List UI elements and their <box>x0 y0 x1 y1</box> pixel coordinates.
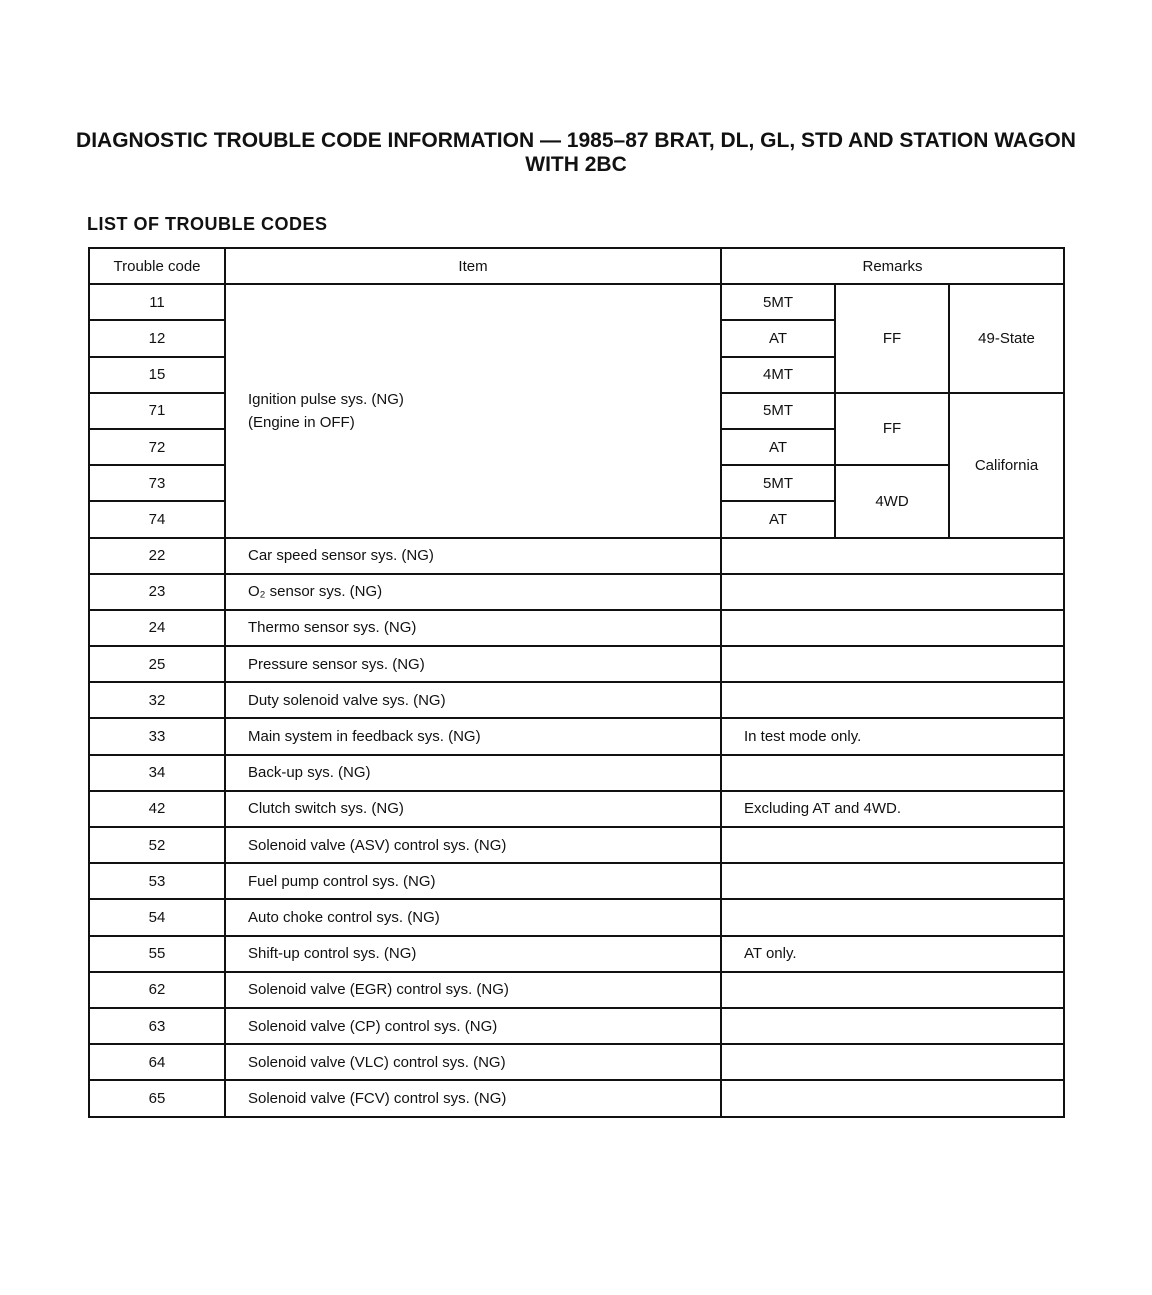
table-row <box>89 1044 1064 1080</box>
code-cell: 71 <box>89 393 225 429</box>
trouble-code-table <box>88 247 1065 1118</box>
remarks-cell <box>721 899 1064 935</box>
item-cell: Solenoid valve (ASV) control sys. (NG) <box>225 827 721 863</box>
transmission-cell: 4MT <box>721 357 835 393</box>
code-cell: 64 <box>89 1044 225 1080</box>
remarks-cell <box>721 646 1064 682</box>
item-cell: Pressure sensor sys. (NG) <box>225 646 721 682</box>
remarks-cell <box>721 755 1064 791</box>
remarks-cell <box>721 574 1064 610</box>
item-cell: Solenoid valve (EGR) control sys. (NG) <box>225 972 721 1008</box>
code-cell: 55 <box>89 936 225 972</box>
remarks-cell <box>721 972 1064 1008</box>
transmission-cell: 5MT <box>721 284 835 320</box>
item-text: (Engine in OFF) <box>248 413 355 431</box>
table-row <box>89 863 1064 899</box>
code-cell: 63 <box>89 1008 225 1044</box>
remarks-cell <box>721 682 1064 718</box>
code-cell: 52 <box>89 827 225 863</box>
code-cell: 15 <box>89 357 225 393</box>
drive-cell: FF <box>835 284 949 393</box>
remarks-cell <box>721 827 1064 863</box>
transmission-cell: AT <box>721 501 835 537</box>
remarks-cell <box>721 863 1064 899</box>
drive-cell: FF <box>835 393 949 465</box>
page-title: DIAGNOSTIC TROUBLE CODE INFORMATION — 1985–87 BRAT, DL, GL, STD AND STATION WAGON <box>76 129 1076 152</box>
remarks-cell: In test mode only. <box>721 718 1064 754</box>
remarks-cell: AT only. <box>721 936 1064 972</box>
code-cell: 65 <box>89 1080 225 1116</box>
section-heading: LIST OF TROUBLE CODES <box>87 214 328 234</box>
code-cell: 25 <box>89 646 225 682</box>
table-row <box>89 1008 1064 1044</box>
remarks-cell <box>721 1008 1064 1044</box>
code-cell: 23 <box>89 574 225 610</box>
header-item: Item <box>225 248 721 284</box>
remarks-cell <box>721 1044 1064 1080</box>
item-cell: Fuel pump control sys. (NG) <box>225 863 721 899</box>
item-cell: Auto choke control sys. (NG) <box>225 899 721 935</box>
table-row <box>89 682 1064 718</box>
item-cell: Solenoid valve (FCV) control sys. (NG) <box>225 1080 721 1116</box>
table-row <box>89 899 1064 935</box>
code-cell: 74 <box>89 501 225 537</box>
code-cell: 72 <box>89 429 225 465</box>
item-cell: Clutch switch sys. (NG) <box>225 791 721 827</box>
item-cell: Duty solenoid valve sys. (NG) <box>225 682 721 718</box>
region-cell: California <box>949 393 1064 538</box>
item-cell: Back-up sys. (NG) <box>225 755 721 791</box>
code-cell: 73 <box>89 465 225 501</box>
table-row <box>89 827 1064 863</box>
table-row <box>89 791 1064 827</box>
code-cell: 12 <box>89 320 225 356</box>
code-cell: 53 <box>89 863 225 899</box>
item-text: Ignition pulse sys. (NG) <box>248 390 404 408</box>
remarks-cell: Excluding AT and 4WD. <box>721 791 1064 827</box>
table-row <box>89 972 1064 1008</box>
code-cell: 54 <box>89 899 225 935</box>
code-cell: 11 <box>89 284 225 320</box>
remarks-cell <box>721 610 1064 646</box>
table-row <box>89 574 1064 610</box>
page-title-line2: WITH 2BC <box>525 153 627 176</box>
transmission-cell: 5MT <box>721 465 835 501</box>
transmission-cell: AT <box>721 320 835 356</box>
item-cell: Shift-up control sys. (NG) <box>225 936 721 972</box>
table-row <box>89 755 1064 791</box>
code-cell: 42 <box>89 791 225 827</box>
item-cell: Solenoid valve (VLC) control sys. (NG) <box>225 1044 721 1080</box>
table-row <box>89 646 1064 682</box>
table-row <box>89 610 1064 646</box>
remarks-cell <box>721 538 1064 574</box>
code-cell: 62 <box>89 972 225 1008</box>
header-remarks: Remarks <box>721 248 1064 284</box>
table-row <box>89 1080 1064 1116</box>
item-cell <box>225 284 721 537</box>
transmission-cell: AT <box>721 429 835 465</box>
header-code: Trouble code <box>89 248 225 284</box>
region-cell: 49-State <box>949 284 1064 393</box>
table-header-row <box>89 248 1064 284</box>
code-cell: 34 <box>89 755 225 791</box>
drive-cell: 4WD <box>835 465 949 537</box>
item-cell: Thermo sensor sys. (NG) <box>225 610 721 646</box>
item-cell: Car speed sensor sys. (NG) <box>225 538 721 574</box>
table-row <box>89 284 1064 320</box>
code-cell: 24 <box>89 610 225 646</box>
item-cell: O₂ sensor sys. (NG) <box>225 574 721 610</box>
table-row <box>89 538 1064 574</box>
code-cell: 32 <box>89 682 225 718</box>
item-cell: Solenoid valve (CP) control sys. (NG) <box>225 1008 721 1044</box>
code-cell: 22 <box>89 538 225 574</box>
code-cell: 33 <box>89 718 225 754</box>
table-row <box>89 718 1064 754</box>
remarks-cell <box>721 1080 1064 1116</box>
table-row <box>89 936 1064 972</box>
transmission-cell: 5MT <box>721 393 835 429</box>
item-cell: Main system in feedback sys. (NG) <box>225 718 721 754</box>
